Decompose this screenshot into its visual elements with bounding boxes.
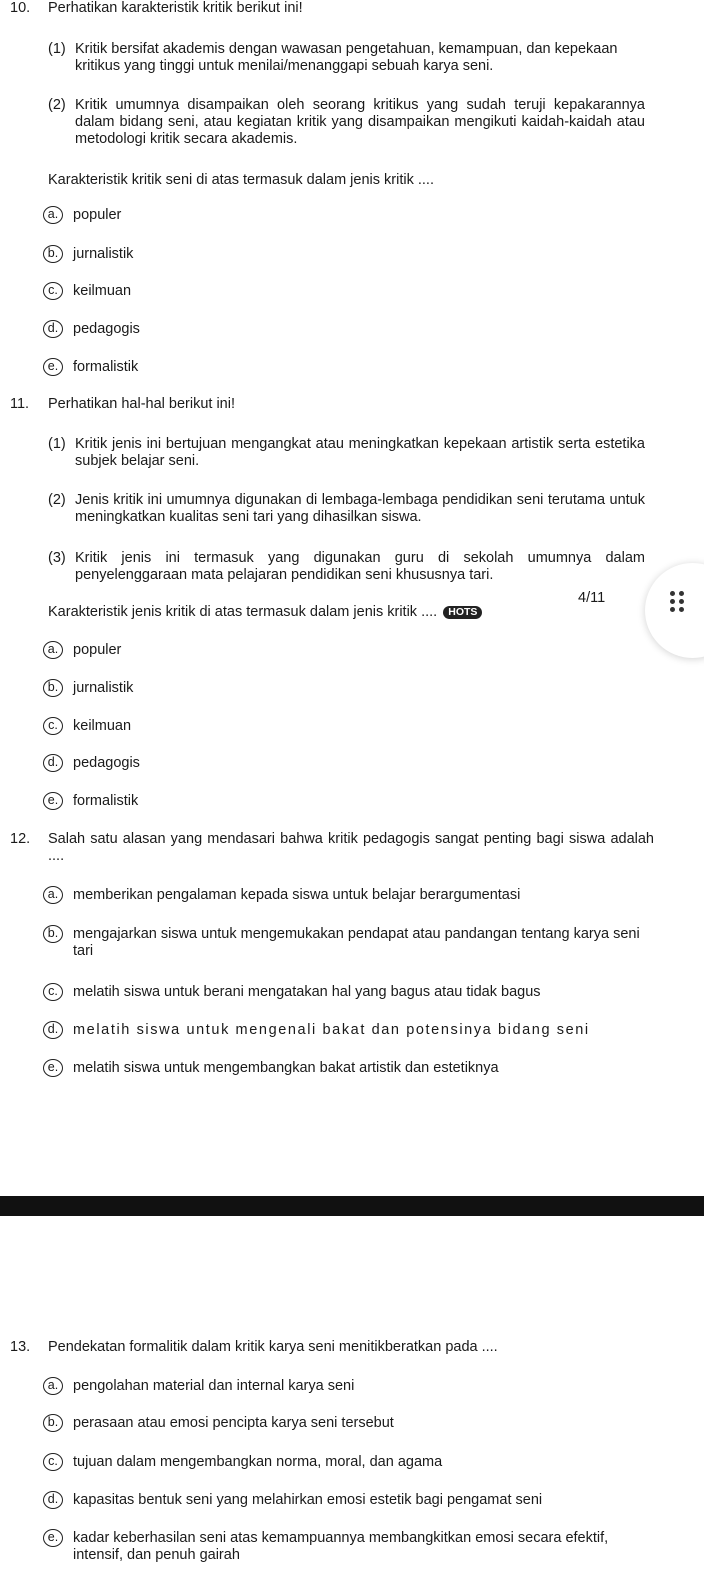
option-e[interactable] [43, 793, 673, 810]
option-letter: e. [43, 358, 63, 376]
statement-text: Kritik bersifat akademis dengan wawasan pengetahuan, kemampuan, dan kepekaan kritikus yang tinggi untuk menilai/menanggapi sebuah karya seni. [75, 41, 618, 74]
question-intro: Perhatikan hal-hal berikut ini! [48, 396, 235, 412]
option-text: pedagogis [73, 755, 140, 771]
option-text: perasaan atau emosi pencipta karya seni tersebut [73, 1415, 394, 1431]
option-a[interactable] [43, 1378, 673, 1395]
option-e[interactable] [43, 359, 673, 376]
option-text: kadar keberhasilan seni atas kemampuannya membangkitkan emosi secara efektif, intensif, dan penuh gairah [73, 1530, 609, 1563]
question-intro: Perhatikan karakteristik kritik berikut ini! [48, 0, 303, 16]
statement-text: Kritik jenis ini termasuk yang digunakan guru di sekolah umumnya dalam penyelenggaraan mata pelajaran pendidikan seni khususnya tari. [75, 550, 645, 583]
question-number: 11. [10, 396, 30, 412]
option-e[interactable] [43, 1060, 673, 1077]
statement-number: (1) [48, 41, 66, 57]
option-b[interactable] [43, 1415, 673, 1432]
option-letter: e. [43, 1529, 63, 1547]
option-letter: b. [43, 245, 63, 263]
option-letter: c. [43, 1453, 63, 1471]
option-a[interactable] [43, 642, 673, 659]
option-letter: a. [43, 886, 63, 904]
hots-badge: HOTS [443, 606, 482, 619]
page-indicator: 4/11 [578, 590, 606, 606]
question-number: 13. [10, 1339, 31, 1355]
option-letter: d. [43, 320, 63, 338]
option-text: kapasitas bentuk seni yang melahirkan emosi estetik bagi pengamat seni [73, 1492, 543, 1508]
statement-number: (2) [48, 97, 66, 113]
option-c[interactable] [43, 283, 673, 300]
option-text: pedagogis [73, 321, 140, 337]
option-text: pengolahan material dan internal karya seni [73, 1378, 355, 1394]
option-text: memberikan pengalaman kepada siswa untuk belajar berargumentasi [73, 887, 521, 903]
option-letter: a. [43, 206, 63, 224]
option-letter: c. [43, 282, 63, 300]
option-letter: c. [43, 717, 63, 735]
option-text: formalistik [73, 793, 139, 809]
option-d[interactable] [43, 1022, 673, 1039]
option-a[interactable] [43, 207, 673, 224]
option-letter: b. [43, 1414, 63, 1432]
statement-number: (2) [48, 492, 66, 508]
statement-number: (1) [48, 436, 66, 452]
question-text: Karakteristik kritik seni di atas termasuk dalam jenis kritik .... [48, 172, 434, 188]
option-text: populer [73, 207, 122, 223]
option-letter: e. [43, 1059, 63, 1077]
option-text: melatih siswa untuk mengenali bakat dan potensinya bidang seni [73, 1022, 590, 1038]
option-letter: c. [43, 983, 63, 1001]
option-letter: d. [43, 1021, 63, 1039]
option-letter: d. [43, 754, 63, 772]
question-label: Karakteristik jenis kritik di atas termasuk dalam jenis kritik .... [48, 604, 438, 620]
question-number: 12. [10, 831, 31, 847]
option-letter: a. [43, 1377, 63, 1395]
page-break-divider [0, 1196, 704, 1216]
option-text: populer [73, 642, 122, 658]
question-text: Salah satu alasan yang mendasari bahwa kritik pedagogis sangat penting bagi siswa adalah .... [48, 831, 654, 864]
option-letter: e. [43, 792, 63, 810]
option-e[interactable] [43, 1530, 648, 1564]
option-text: melatih siswa untuk berani mengatakan hal yang bagus atau tidak bagus [73, 984, 541, 1000]
option-text: jurnalistik [73, 246, 134, 262]
option-d[interactable] [43, 1492, 673, 1509]
option-a[interactable] [43, 887, 673, 904]
option-text: tujuan dalam mengembangkan norma, moral, dan agama [73, 1454, 443, 1470]
question-text [48, 604, 528, 621]
option-c[interactable] [43, 1454, 673, 1471]
more-dots-icon[interactable] [670, 591, 684, 607]
option-letter: b. [43, 679, 63, 697]
statement-text: Jenis kritik ini umumnya digunakan di lembaga-lembaga pendidikan seni terutama untuk meningkatkan kualitas seni tari yang dihasilkan siswa. [75, 492, 645, 525]
option-b[interactable] [43, 680, 673, 697]
option-text: keilmuan [73, 718, 132, 734]
question-number: 10. [10, 0, 31, 16]
statement-text: Kritik umumnya disampaikan oleh seorang kritikus yang sudah teruji kepakarannya dalam bidang seni, atau kegiatan kritik yang disampaikan mengikuti kaidah-kaidah atau metodologi kritik secara akademis. [75, 97, 645, 147]
option-letter: d. [43, 1491, 63, 1509]
statement-text: Kritik jenis ini bertujuan mengangkat atau meningkatkan kepekaan artistik serta estetika subjek belajar seni. [75, 436, 645, 469]
option-letter: b. [43, 925, 63, 943]
option-d[interactable] [43, 755, 673, 772]
option-text: melatih siswa untuk mengembangkan bakat artistik dan estetiknya [73, 1060, 499, 1076]
option-c[interactable] [43, 718, 673, 735]
option-b[interactable] [43, 926, 648, 960]
option-letter: a. [43, 641, 63, 659]
option-c[interactable] [43, 984, 673, 1001]
option-text: mengajarkan siswa untuk mengemukakan pendapat atau pandangan tentang karya seni tari [73, 926, 640, 959]
option-b[interactable] [43, 246, 673, 263]
question-text: Pendekatan formalitik dalam kritik karya seni menitikberatkan pada .... [48, 1339, 498, 1355]
option-text: formalistik [73, 359, 139, 375]
option-d[interactable] [43, 321, 673, 338]
option-text: jurnalistik [73, 680, 134, 696]
statement-number: (3) [48, 550, 66, 566]
option-text: keilmuan [73, 283, 132, 299]
